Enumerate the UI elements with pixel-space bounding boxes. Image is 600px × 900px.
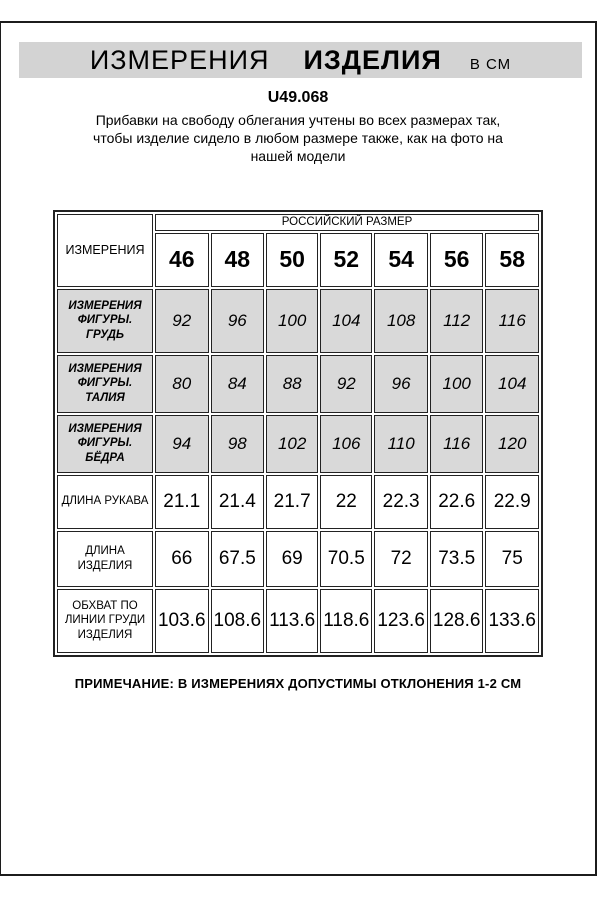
group-header: РОССИЙСКИЙ РАЗМЕР	[155, 214, 539, 231]
measurement-value: 108.6	[211, 589, 265, 653]
measurement-value: 120	[485, 415, 539, 473]
measurement-value: 80	[155, 355, 209, 413]
row-label: ДЛИНА РУКАВА	[57, 475, 153, 529]
measurement-value: 104	[485, 355, 539, 413]
measurement-value: 21.7	[266, 475, 318, 529]
table-body	[57, 289, 539, 653]
table-row	[57, 355, 539, 413]
measurement-value: 108	[374, 289, 428, 353]
subtitle-text: Прибавки на свободу облегания учтены во всех размерах так, чтобы изделие сидело в любом размере также, как на фото на нашей модели	[93, 112, 503, 165]
measurement-value: 113.6	[266, 589, 318, 653]
measurement-value: 94	[155, 415, 209, 473]
measurement-value: 22	[320, 475, 372, 529]
measurement-value: 92	[320, 355, 372, 413]
measurement-value: 100	[430, 355, 484, 413]
measurement-value: 73.5	[430, 531, 484, 587]
measurement-value: 21.1	[155, 475, 209, 529]
measurement-value: 128.6	[430, 589, 484, 653]
measurement-value: 88	[266, 355, 318, 413]
table-row	[57, 531, 539, 587]
measurement-value: 116	[485, 289, 539, 353]
size-header-cell: 54	[374, 233, 428, 287]
size-header-cell: 58	[485, 233, 539, 287]
measurement-value: 67.5	[211, 531, 265, 587]
measurement-value: 116	[430, 415, 484, 473]
table-row	[57, 475, 539, 529]
measurement-value: 100	[266, 289, 318, 353]
measurement-value: 96	[211, 289, 265, 353]
measurement-value: 133.6	[485, 589, 539, 653]
measurement-value: 106	[320, 415, 372, 473]
measurement-value: 123.6	[374, 589, 428, 653]
corner-header: ИЗМЕРЕНИЯ	[57, 214, 153, 287]
table-row	[57, 415, 539, 473]
measurement-value: 84	[211, 355, 265, 413]
row-label: ИЗМЕРЕНИЯ ФИГУРЫ. БЁДРА	[57, 415, 153, 473]
measurement-value: 22.3	[374, 475, 428, 529]
table-row	[57, 589, 539, 653]
title-measurements: ИЗМЕРЕНИЯ	[89, 45, 270, 75]
row-label: ИЗМЕРЕНИЯ ФИГУРЫ. ГРУДЬ	[57, 289, 153, 353]
size-header-cell: 50	[266, 233, 318, 287]
size-header-cell: 56	[430, 233, 484, 287]
measurement-value: 22.6	[430, 475, 484, 529]
measurement-value: 70.5	[320, 531, 372, 587]
measurement-value: 92	[155, 289, 209, 353]
measurement-value: 72	[374, 531, 428, 587]
title-product: ИЗДЕЛИЯ	[303, 45, 442, 75]
size-header-cell: 46	[155, 233, 209, 287]
measurement-value: 96	[374, 355, 428, 413]
measurement-value: 110	[374, 415, 428, 473]
measurement-value: 22.9	[485, 475, 539, 529]
model-code: U49.068	[267, 89, 329, 106]
header-bar	[19, 42, 582, 78]
measurement-value: 102	[266, 415, 318, 473]
row-label: ОБХВАТ ПО ЛИНИИ ГРУДИ ИЗДЕЛИЯ	[57, 589, 153, 653]
measurement-value: 75	[485, 531, 539, 587]
size-header-cell: 52	[320, 233, 372, 287]
group-header-row	[57, 214, 539, 231]
table-row	[57, 289, 539, 353]
size-header-cell: 48	[211, 233, 265, 287]
measurement-value: 21.4	[211, 475, 265, 529]
note-text: ПРИМЕЧАНИЕ: В ИЗМЕРЕНИЯХ ДОПУСТИМЫ ОТКЛОНЕНИЯ 1-2 СМ	[74, 675, 522, 691]
row-label: ДЛИНА ИЗДЕЛИЯ	[57, 531, 153, 587]
measurement-value: 69	[266, 531, 318, 587]
content-frame	[0, 21, 597, 876]
row-label: ИЗМЕРЕНИЯ ФИГУРЫ. ТАЛИЯ	[57, 355, 153, 413]
measurements-table	[53, 210, 543, 657]
measurement-value: 118.6	[320, 589, 372, 653]
measurement-value: 66	[155, 531, 209, 587]
measurement-value: 104	[320, 289, 372, 353]
measurement-value: 112	[430, 289, 484, 353]
measurement-value: 103.6	[155, 589, 209, 653]
measurement-value: 98	[211, 415, 265, 473]
title-units: В СМ	[469, 56, 512, 73]
